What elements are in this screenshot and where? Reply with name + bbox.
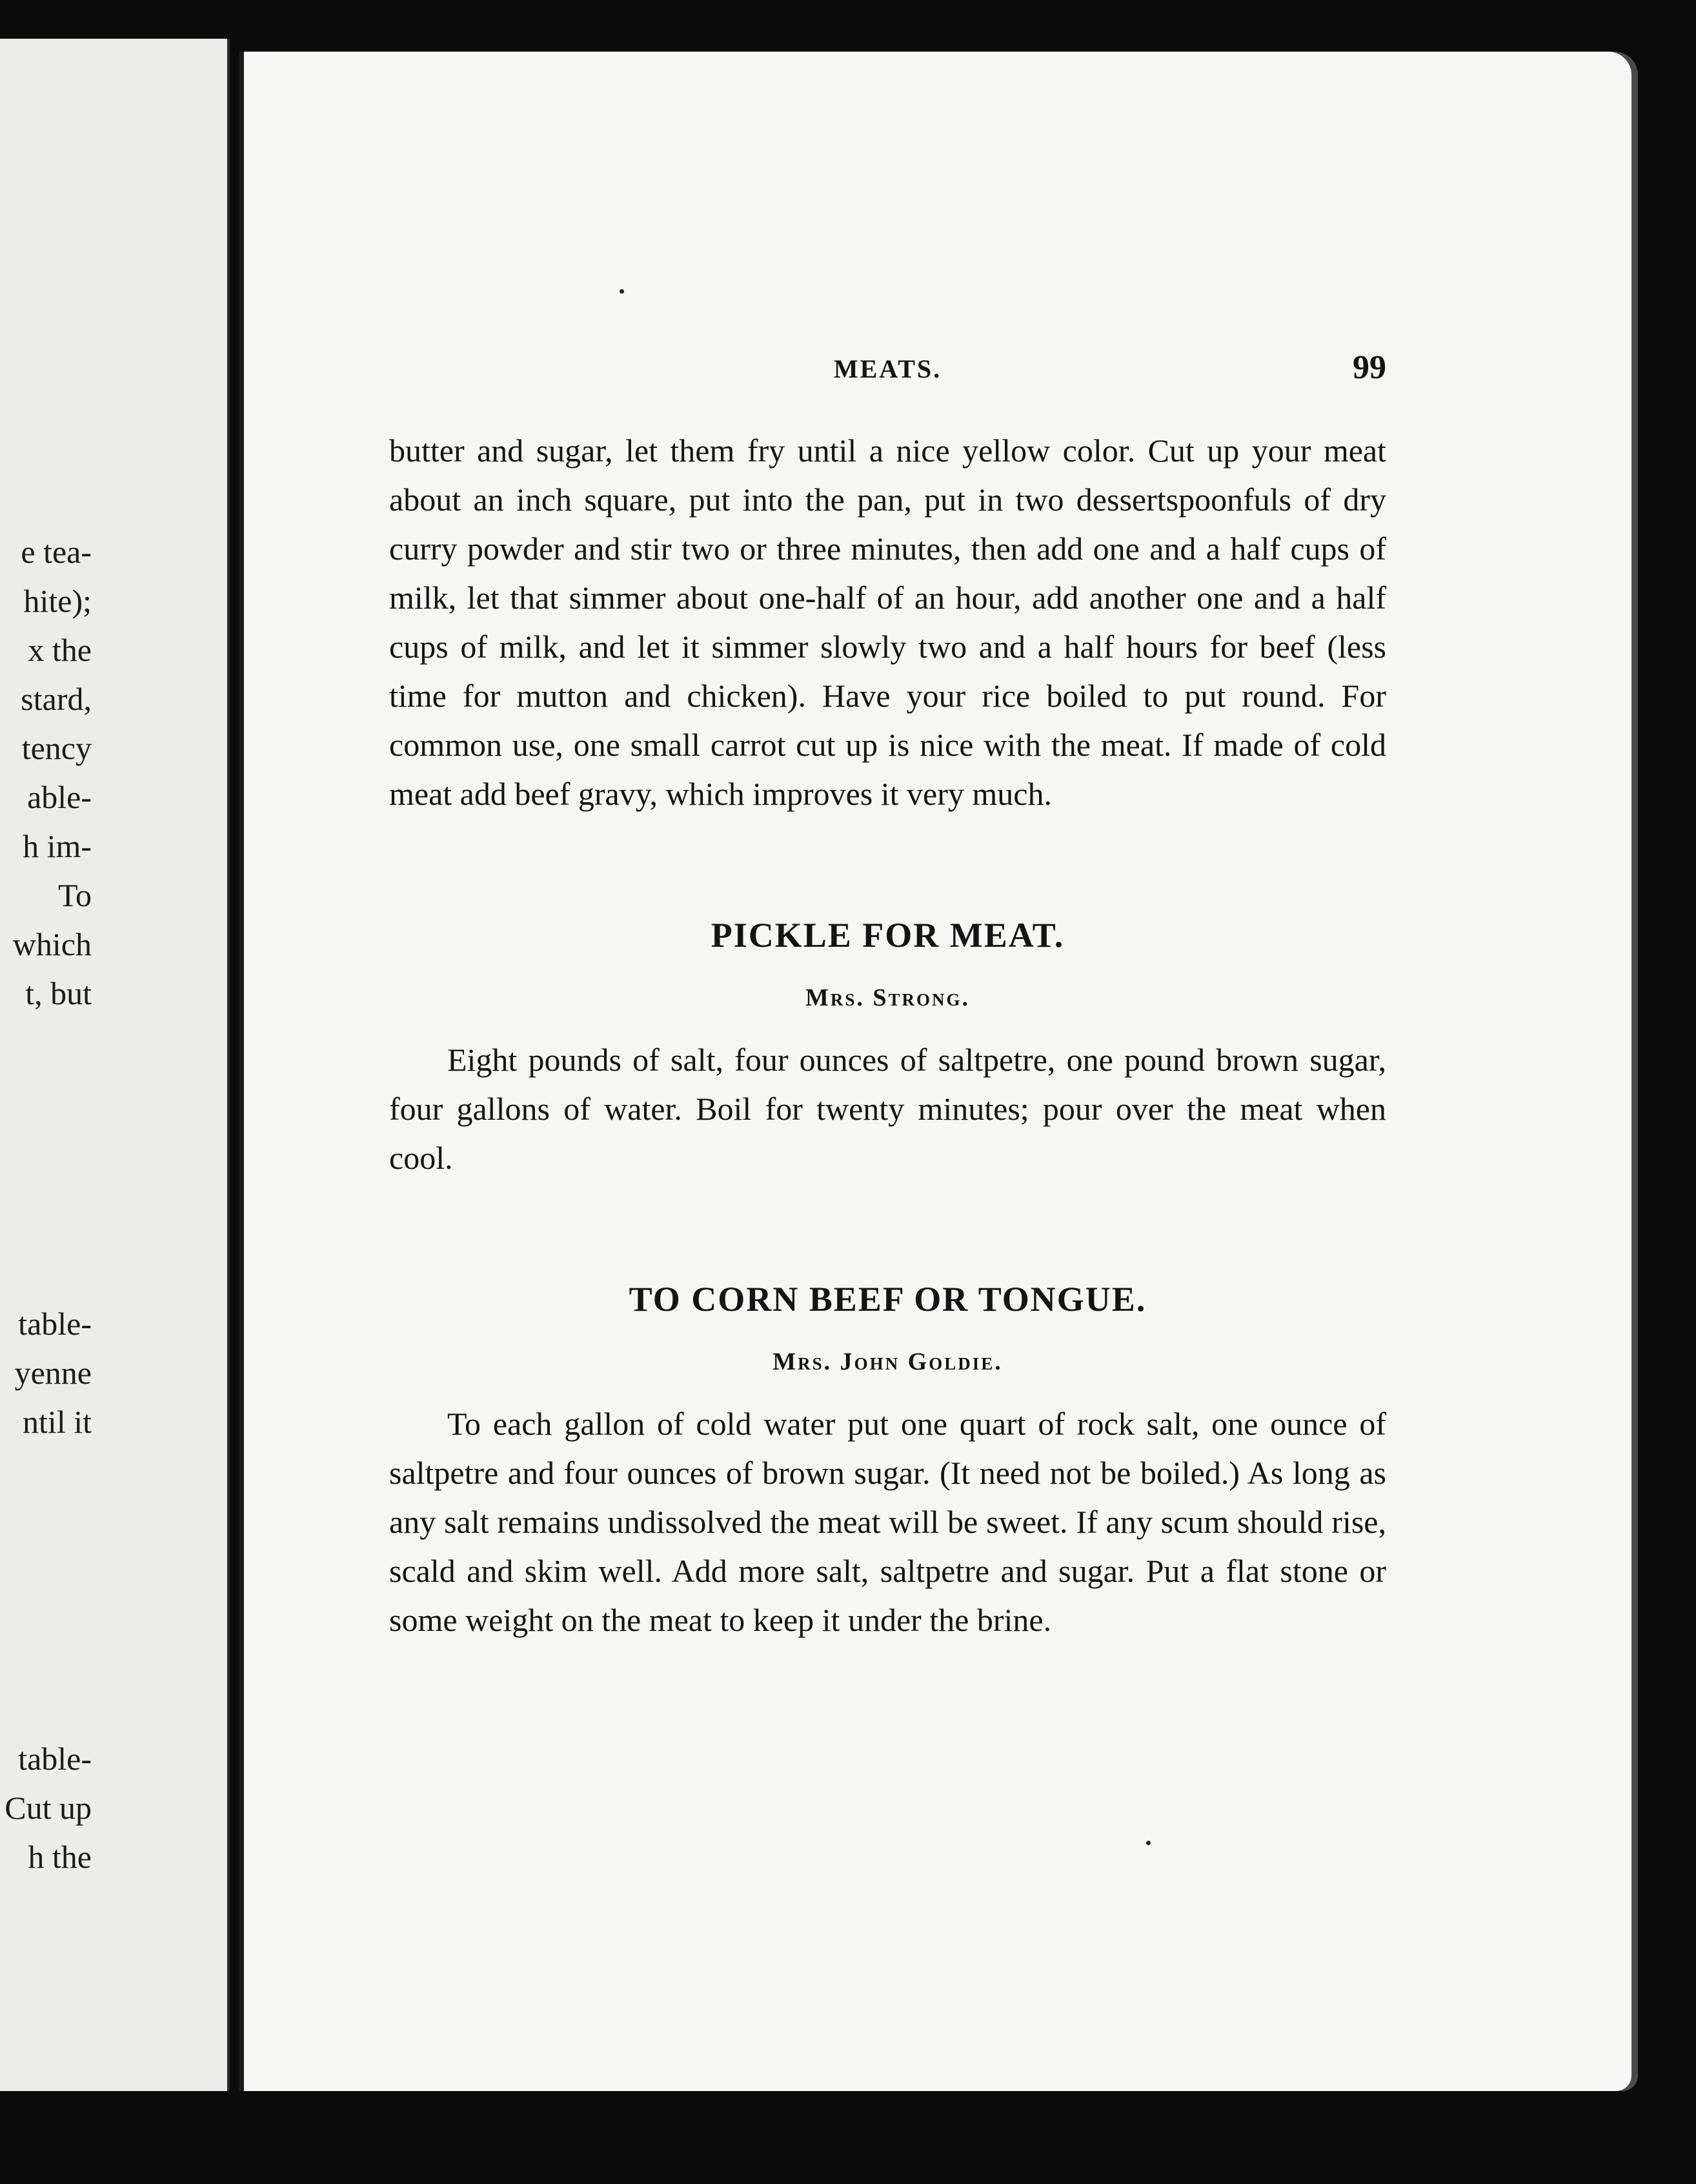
left-page-fragment: To bbox=[57, 877, 92, 913]
print-speck bbox=[1146, 1841, 1151, 1845]
page-content bbox=[389, 349, 1386, 1644]
left-page-fragment: hite); bbox=[23, 583, 92, 619]
left-page-fragment: x the bbox=[28, 632, 92, 668]
recipe-text: To each gallon of cold water put one quart of rock salt, one ounce of saltpetre and four ounces of brown sugar. (It need not be boiled.) As long as any salt remains undissolved the meat will be sweet. If any scum should rise, scald and skim well. Add more salt, saltpetre and sugar. Put a flat stone or some weight on the meat to keep it under the brine. bbox=[389, 1406, 1386, 1638]
recipe-author: Mrs. John Goldie. bbox=[772, 1348, 1003, 1375]
left-page-fragment: which bbox=[12, 926, 92, 962]
left-page-fragment: able- bbox=[27, 779, 92, 815]
running-head bbox=[389, 349, 1386, 400]
left-page-fragment: table- bbox=[18, 1306, 92, 1342]
continued-recipe-text: butter and sugar, let them fry until a nice yellow color. Cut up your meat about an inch square, put into the pan, put in two dessertspoonfuls of dry curry powder and stir two or three minutes, then add one and a half cups of milk, let that simmer about one-half of an hour, add another one and a half cups of milk, and let it simmer slowly two and a half hours for beef (less time for mutton and chicken). Have your rice boiled to put round. For common use, one small carrot cut up is nice with the meat. If made of cold meat add beef gravy, which improves it very much. bbox=[389, 432, 1386, 812]
section-title: MEATS. bbox=[833, 354, 942, 383]
book-page bbox=[239, 52, 1631, 2091]
left-page-fragment: stard, bbox=[21, 681, 92, 717]
left-page-fragment: table- bbox=[18, 1741, 92, 1777]
recipe-author: Mrs. Strong. bbox=[805, 984, 971, 1011]
left-page-edge bbox=[0, 39, 230, 2091]
left-page-fragment: Cut up bbox=[5, 1790, 92, 1826]
left-page-fragment: yenne bbox=[14, 1355, 92, 1391]
left-page-fragment: tency bbox=[21, 730, 92, 766]
left-page-fragment: ntil it bbox=[23, 1404, 92, 1440]
left-page-fragment: e tea- bbox=[21, 534, 92, 570]
recipe-title: PICKLE FOR MEAT. bbox=[711, 916, 1065, 955]
recipe-text: Eight pounds of salt, four ounces of saltpetre, one pound brown sugar, four gallons of water. Boil for twenty minutes; pour over the meat when cool. bbox=[389, 1042, 1386, 1176]
recipe-title: TO CORN BEEF OR TONGUE. bbox=[629, 1280, 1147, 1319]
left-page-fragment: t, but bbox=[25, 975, 92, 1011]
left-page-fragment: h the bbox=[28, 1839, 92, 1875]
print-speck bbox=[620, 289, 624, 294]
left-page-fragment: h im- bbox=[23, 828, 92, 864]
page-number: 99 bbox=[1353, 349, 1386, 386]
